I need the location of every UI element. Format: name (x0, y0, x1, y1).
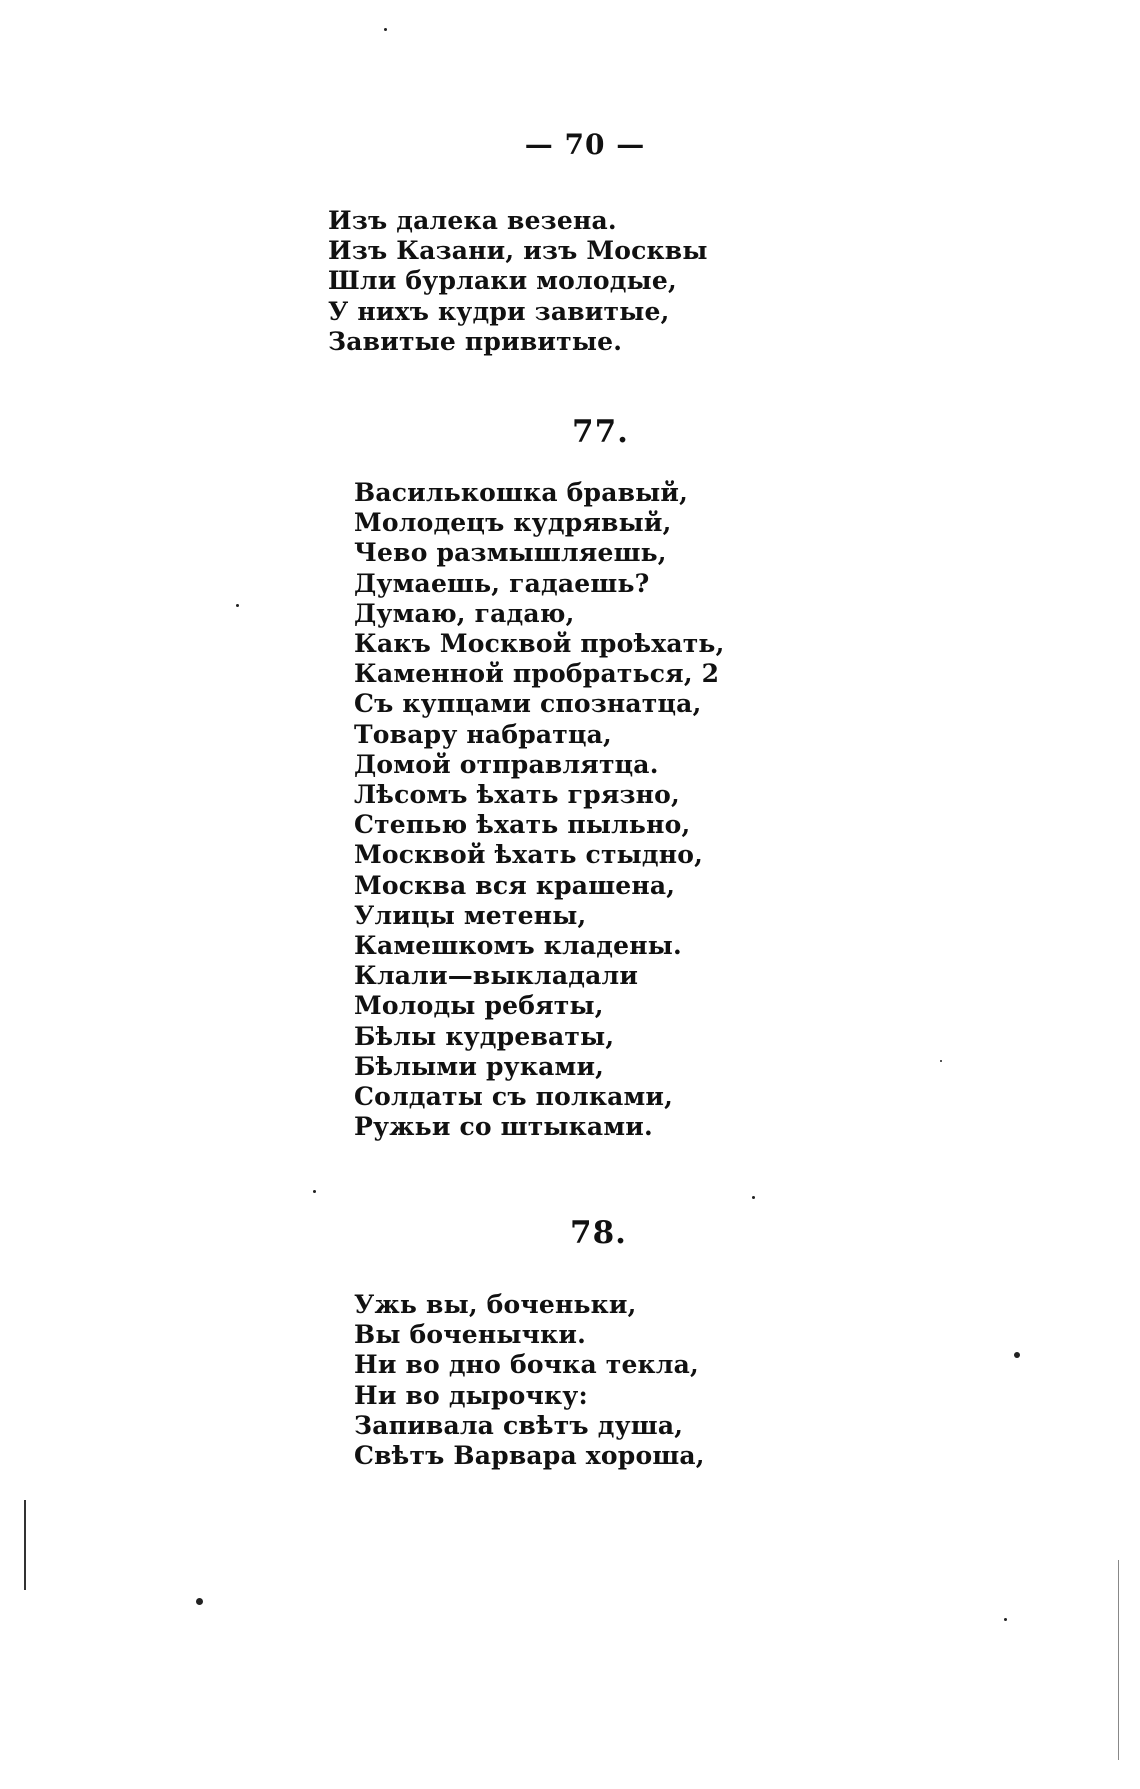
verse-line: Ружьи со штыками. (354, 1112, 653, 1142)
verse-line: Какъ Москвой проѣхать, (354, 629, 725, 659)
verse-line: Завитые привитые. (328, 326, 623, 356)
verse-line: Бѣлы кудреваты, (354, 1021, 615, 1051)
verse-line: Свѣтъ Варвара хороша, (354, 1441, 705, 1471)
song-77-number: 77. (572, 414, 629, 450)
verse-line: Василькошка бравый, (354, 478, 689, 507)
verse-line: Ни во дно бочка текла, (354, 1350, 699, 1380)
verse-line: Домой отправлятца. (354, 749, 659, 779)
verse-line: Москвой ѣхать стыдно, (354, 840, 704, 870)
scan-speck (752, 1196, 755, 1199)
verse-line: Степью ѣхать пыльно, (354, 810, 691, 840)
verse-line: Бѣлыми руками, (354, 1051, 605, 1081)
scan-edge-mark (1118, 1560, 1119, 1760)
song-78-verse (354, 1290, 705, 1471)
scan-speck (384, 28, 387, 31)
verse-line: Шли бурлаки молодые, (328, 266, 677, 296)
verse-line: Вы боченычки. (354, 1320, 587, 1350)
page-number: — 70 — (524, 128, 646, 161)
stanza-continuation (328, 206, 708, 357)
verse-line: Съ купцами спознатца, (354, 689, 702, 719)
verse-line: Каменной пробраться, 2 (354, 659, 720, 689)
verse-line: Солдаты съ полками, (354, 1082, 674, 1112)
verse-line: Улицы метены, (354, 900, 587, 930)
song-78-number: 78. (570, 1215, 627, 1251)
verse-line: Москва вся крашена, (354, 870, 676, 900)
verse-line: Запивала свѣтъ душа, (354, 1410, 684, 1440)
scan-edge-mark (24, 1500, 26, 1590)
verse-line: Думаю, гадаю, (354, 598, 575, 628)
verse-line: Думаешь, гадаешь? (354, 568, 650, 598)
scan-speck (1004, 1618, 1007, 1621)
verse-line: Молодецъ кудрявый, (354, 508, 672, 538)
scan-speck (940, 1060, 942, 1062)
verse-line: Изъ далека везена. (328, 206, 617, 235)
verse-line: Чево размышляешь, (354, 538, 667, 568)
verse-line: Молоды ребяты, (354, 991, 604, 1021)
verse-line: Ни во дырочку: (354, 1380, 588, 1410)
verse-line: Клали—выкладали (354, 961, 639, 991)
scan-speck (1014, 1352, 1020, 1358)
scan-speck (313, 1190, 316, 1193)
song-77-verse (354, 478, 725, 1142)
verse-line: Товару набратца, (354, 719, 612, 749)
verse-line: У нихъ кудри завитые, (328, 296, 670, 326)
verse-line: Лѣсомъ ѣхать грязно, (354, 780, 680, 810)
scan-speck (236, 604, 239, 607)
verse-line: Изъ Казани, изъ Москвы (328, 236, 708, 266)
scan-speck (196, 1598, 203, 1605)
verse-line: Ужь вы, боченьки, (354, 1290, 637, 1319)
verse-line: Камешкомъ кладены. (354, 931, 682, 961)
